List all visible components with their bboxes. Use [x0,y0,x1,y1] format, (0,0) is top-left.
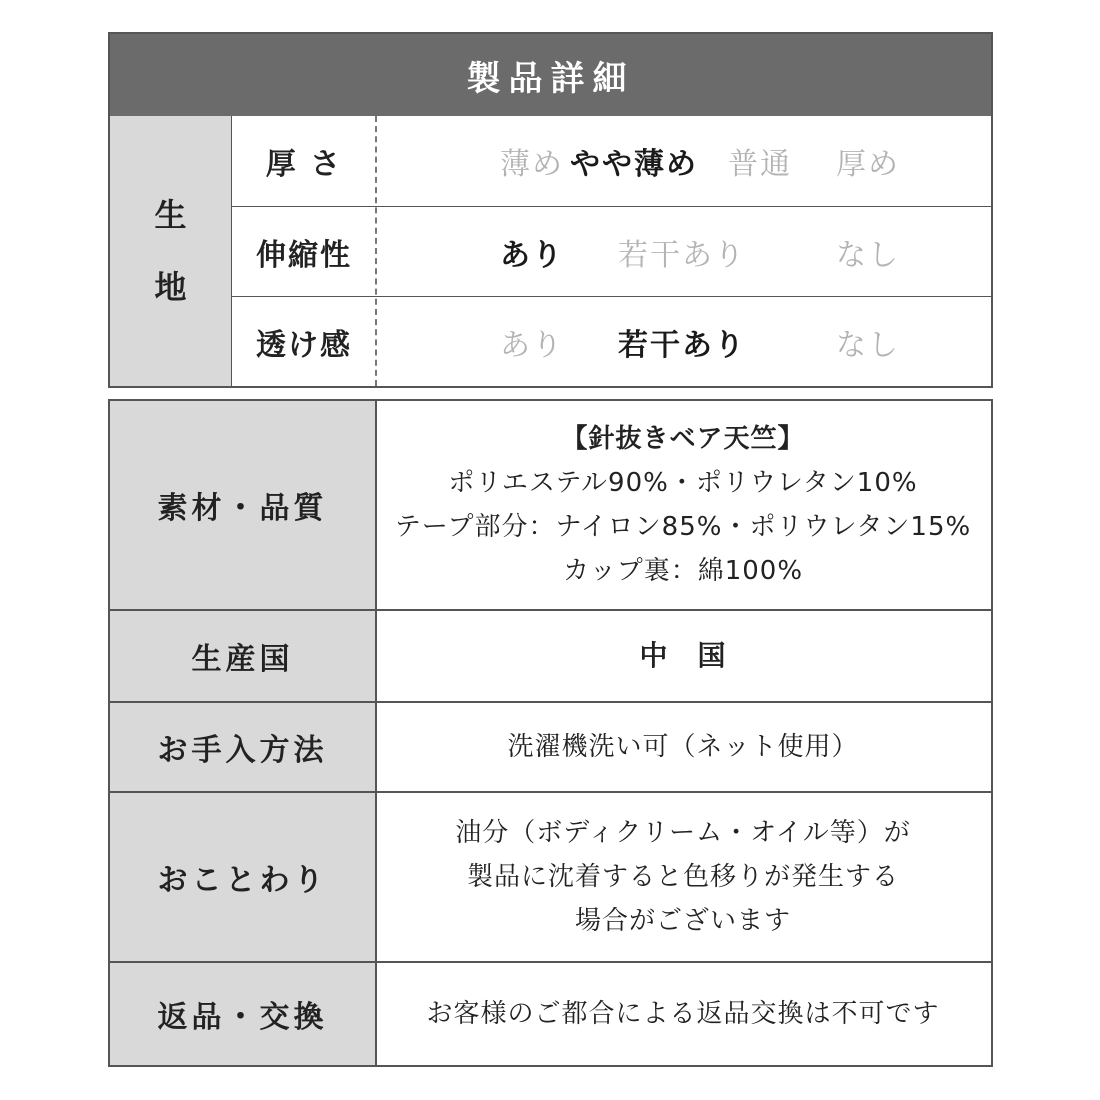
info-row-notice [110,791,991,961]
fabric-details-table [108,32,993,388]
value-line: カップ裏：綿100% [562,556,804,586]
fabric-row-transparency [232,296,991,386]
row-label: 生産国 [110,611,377,701]
side-label-char: 地 [154,268,187,306]
option: 厚め [836,147,900,182]
value-line: 【針抜きベア天竺】 [561,424,805,454]
row-label: 素材・品質 [110,401,377,609]
row-value [375,793,991,961]
value-line: 中 国 [639,639,727,672]
row-value [375,401,991,609]
value-line: テープ部分：ナイロン85%・ポリウレタン15% [394,512,972,542]
row-label: 伸縮性 [256,237,352,273]
row-value [375,703,991,791]
option: 薄め [500,147,564,182]
info-row-returns [110,961,991,1065]
row-label: お手入方法 [110,703,377,791]
row-value [375,611,991,701]
info-row-care [110,701,991,791]
fabric-row-stretch [232,206,991,296]
fabric-side-label [110,116,232,386]
product-info-table [108,399,993,1067]
option: なし [836,237,900,273]
info-row-country [110,609,991,701]
value-line: ポリエステル90%・ポリウレタン10% [448,468,918,498]
row-label: 返品・交換 [110,963,377,1065]
option: あり [500,237,564,273]
option: 普通 [728,147,792,182]
table-title: 製品詳細 [110,34,991,116]
row-value [375,963,991,1065]
value-line: お客様のご都合による返品交換は不可です [426,999,940,1029]
row-label: 厚 さ [265,147,343,182]
value-line: 洗濯機洗い可（ネット使用） [507,732,859,762]
row-label: 透け感 [256,327,352,363]
side-label-char: 生 [154,196,187,234]
row-label: おことわり [110,793,377,961]
info-row-material [110,401,991,609]
value-line: 場合がございます [574,906,791,936]
value-line: 製品に沈着すると色移りが発生する [466,862,899,892]
option: あり [500,327,564,363]
value-line: 油分（ボディクリーム・オイル等）が [455,818,911,848]
option: なし [836,327,900,363]
option: やや薄め [570,147,698,182]
option: 若干あり [618,327,746,363]
option: 若干あり [618,237,746,273]
fabric-row-thickness [232,116,991,206]
dashed-divider [375,116,377,386]
